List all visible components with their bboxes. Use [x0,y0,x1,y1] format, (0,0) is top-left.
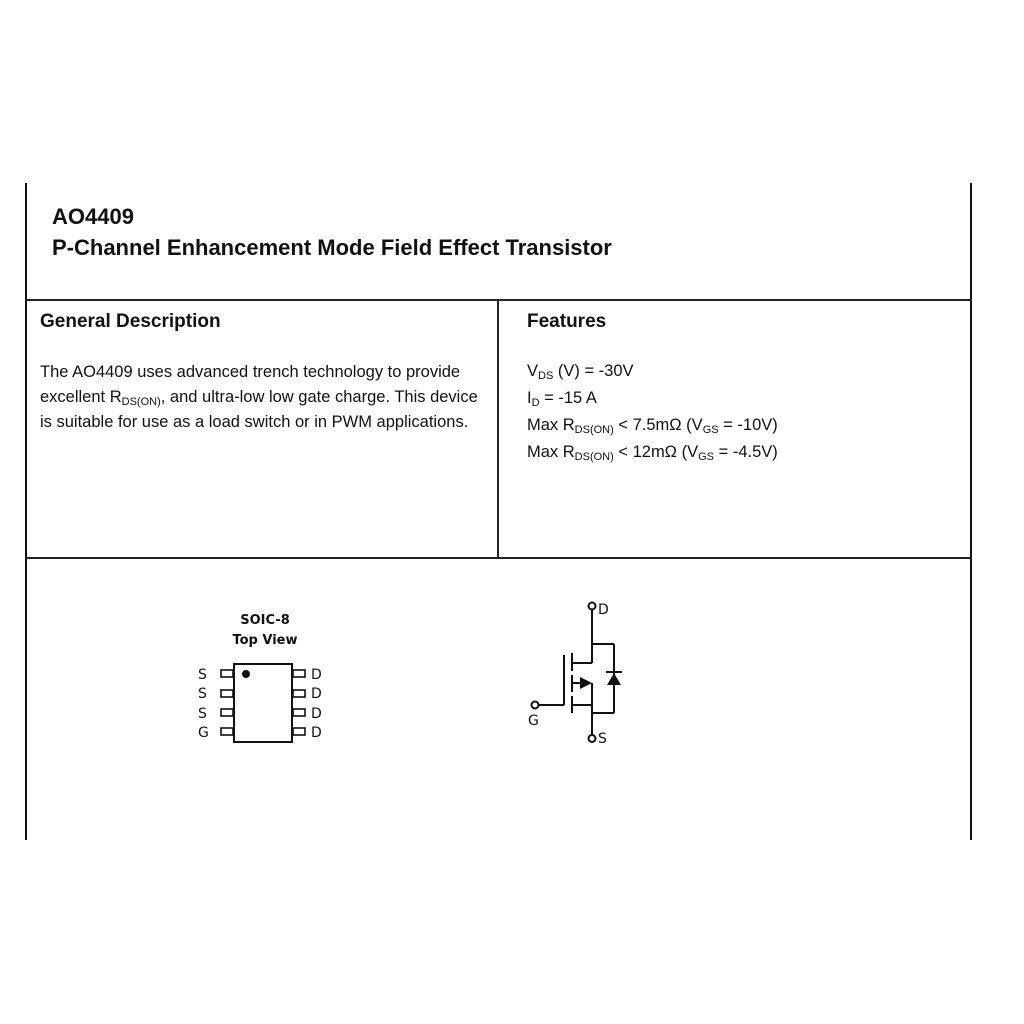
left-pin-label: S [198,706,207,722]
body-arrow-icon [580,677,592,689]
diode-icon [607,673,621,685]
part-number: AO4409 [52,204,134,229]
package-view: Top View [232,633,298,648]
pmos-symbol-diagram [520,595,630,750]
source-terminal [589,735,596,742]
right-pin-label: D [311,686,322,702]
pin1-marker [242,670,250,678]
features-list [527,358,778,466]
right-pin-label: D [311,667,322,683]
gate-terminal [532,702,539,709]
pin [293,728,305,735]
drain-terminal [589,603,596,610]
pin [293,670,305,677]
left-pin-label: S [198,686,207,702]
drain-label: D [598,602,609,618]
feature-item-id: $I_D = -15$ A [527,389,597,409]
feature-item-vds: $V_{DS}$ (V) = -30V [527,362,634,382]
source-label: S [598,731,607,747]
column-divider [497,299,499,559]
pin [293,709,305,716]
right-pins [293,670,305,735]
left-pins [221,670,233,735]
part-title: P-Channel Enhancement Mode Field Effect Transistor [52,235,612,260]
pin [221,690,233,697]
features-heading: Features [527,311,607,332]
pin [221,670,233,677]
left-pin-label: G [198,725,209,741]
gate-label: G [528,713,539,729]
feature-item-rdson-10v: Max $R_{DS(ON)} < 7.5m\Omega$ $(V_{GS} = -10V)$ [527,416,778,436]
pin [221,728,233,735]
pin [293,690,305,697]
pin [221,709,233,716]
general-description-heading: General Description [40,311,221,332]
right-pin-label: D [311,706,322,722]
package-title [200,611,330,651]
right-pin-label: D [311,725,322,741]
soic8-pinout-diagram [190,655,340,750]
left-pin-label: S [198,667,207,683]
general-description-text: The AO4409 uses advanced trench technology to provide excellent $R_{DS(ON)}$, and ultra-low low gate charge. This device is suitable for use as a load switch or in PWM applications. [40,363,478,431]
package-name: SOIC-8 [240,613,290,628]
feature-item-rdson-4v5: Max $R_{DS(ON)} < 12m\Omega$ $(V_{GS} = -4.5V)$ [527,443,778,463]
